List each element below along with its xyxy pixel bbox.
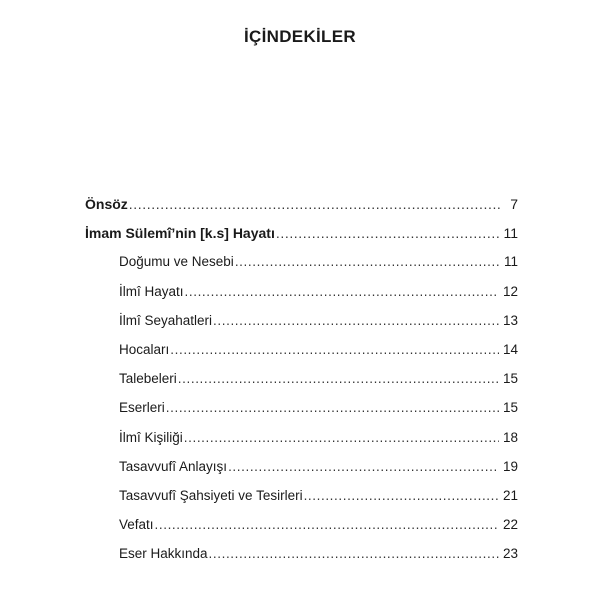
dot-leader bbox=[170, 342, 499, 357]
toc-entry-page-number: 21 bbox=[502, 487, 518, 503]
toc-entry-page-number: 11 bbox=[503, 254, 518, 270]
toc-entry bbox=[85, 546, 518, 575]
toc-entry-label: Eser Hakkında bbox=[119, 546, 208, 562]
toc-entry bbox=[85, 254, 518, 283]
dot-leader bbox=[178, 371, 499, 386]
toc-entry-page-number: 18 bbox=[502, 429, 518, 445]
dot-leader bbox=[276, 225, 500, 241]
toc-entry-page-number: 13 bbox=[502, 312, 518, 328]
toc-entry-page-number: 11 bbox=[503, 225, 518, 242]
toc-entry-label: İlmî Kişiliği bbox=[119, 429, 183, 445]
dot-leader bbox=[185, 284, 499, 299]
toc-entry bbox=[85, 284, 518, 313]
toc-entry-page-number: 22 bbox=[502, 517, 518, 533]
toc-entry-page-number: 19 bbox=[502, 458, 518, 474]
dot-leader bbox=[166, 400, 499, 415]
toc-entry-label: İlmî Hayatı bbox=[119, 283, 184, 299]
toc-entry-label: Hocaları bbox=[119, 341, 170, 357]
toc-entry bbox=[85, 225, 518, 254]
toc-entry-label: Tasavvufî Şahsiyeti ve Tesirleri bbox=[119, 487, 303, 503]
toc-entry bbox=[85, 342, 518, 371]
toc-entry bbox=[85, 371, 518, 400]
dot-leader bbox=[129, 196, 500, 212]
toc-entry-label: Vefatı bbox=[119, 517, 154, 533]
toc-entry-label: Doğumu ve Nesebi bbox=[119, 254, 234, 270]
dot-leader bbox=[235, 254, 500, 269]
toc-entry-page-number: 12 bbox=[502, 283, 518, 299]
dot-leader bbox=[209, 546, 499, 561]
toc-list bbox=[85, 196, 518, 575]
toc-entry-page-number: 15 bbox=[502, 371, 518, 387]
dot-leader bbox=[184, 430, 499, 445]
toc-entry bbox=[85, 196, 518, 225]
toc-entry-label: İmam Sülemî’nin [k.s] Hayatı bbox=[85, 225, 275, 242]
dot-leader bbox=[228, 459, 499, 474]
toc-entry-page-number: 23 bbox=[502, 546, 518, 562]
toc-entry bbox=[85, 400, 518, 429]
toc-entry-label: Tasavvufî Anlayışı bbox=[119, 458, 228, 474]
toc-entry-page-number: 7 bbox=[510, 196, 518, 212]
toc-entry-label: Talebeleri bbox=[119, 371, 177, 387]
toc-entry bbox=[85, 459, 518, 488]
toc-entry-label: Önsöz bbox=[85, 196, 128, 212]
dot-leader bbox=[304, 488, 499, 503]
toc-entry bbox=[85, 517, 518, 546]
toc-entry bbox=[85, 430, 518, 459]
page-title: İÇİNDEKİLER bbox=[244, 27, 356, 46]
toc-entry-label: Eserleri bbox=[119, 400, 165, 416]
toc-entry-page-number: 15 bbox=[502, 400, 518, 416]
toc-entry bbox=[85, 313, 518, 342]
toc-entry bbox=[85, 488, 518, 517]
toc-entry-page-number: 14 bbox=[502, 341, 518, 357]
dot-leader bbox=[213, 313, 499, 328]
toc-entry-label: İlmî Seyahatleri bbox=[119, 312, 213, 328]
dot-leader bbox=[155, 517, 499, 532]
